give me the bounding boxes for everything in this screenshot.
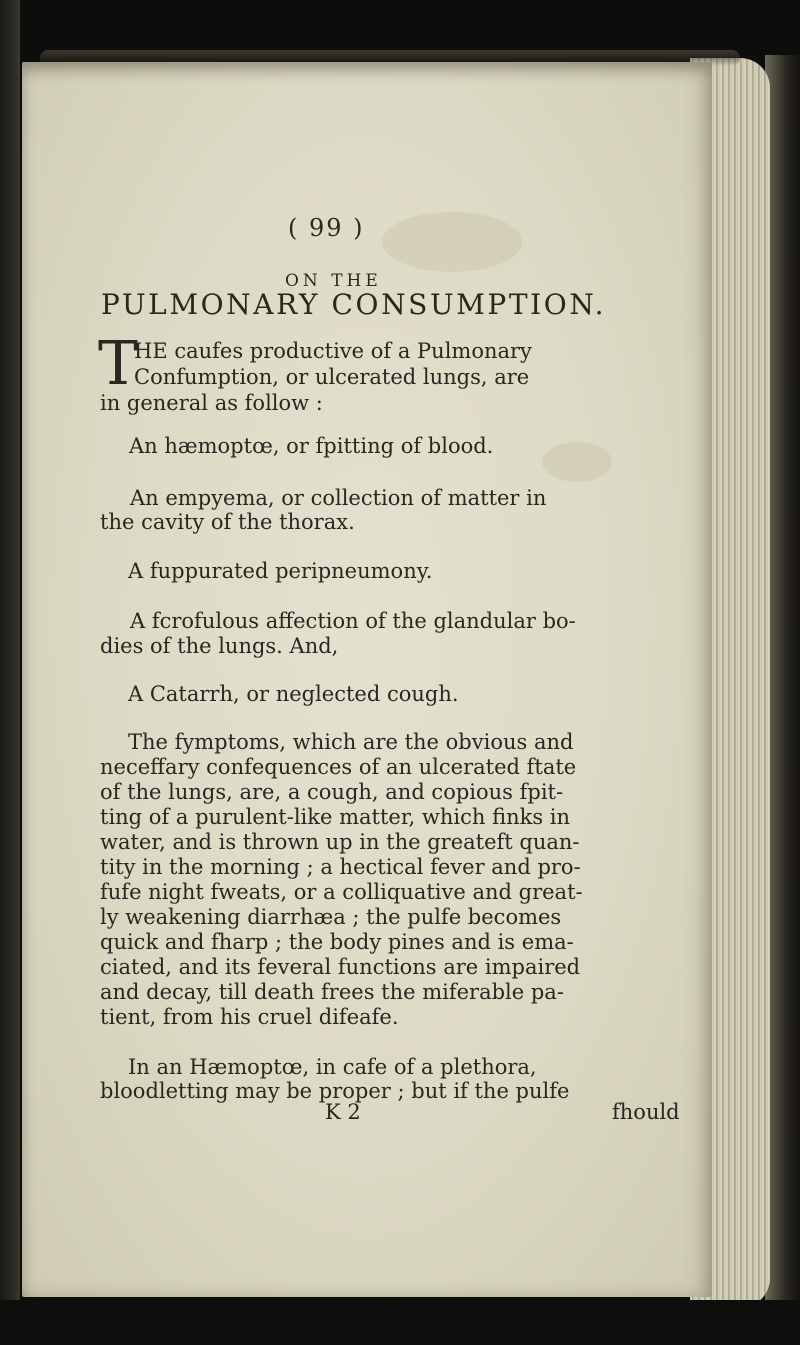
symptoms-line: fufe night fweats, or a colliquative and great- [100,880,583,904]
binding-shadow [765,55,800,1315]
cause-line: the cavity of the thorax. [100,510,355,534]
symptoms-line: tity in the morning ; a hectical fever and pro- [100,855,581,879]
foxing-stain [382,212,522,272]
symptoms-line: neceffary confequences of an ulcerated ftate [100,755,577,779]
chapter-title: PULMONARY CONSUMPTION. [101,288,607,321]
cause-line: An hæmoptœ, or fpitting of blood. [129,434,494,458]
symptoms-line: tient, from his cruel difeafe. [100,1005,399,1029]
symptoms-line: and decay, till death frees the miferable pa- [100,980,564,1004]
intro-line: Confumption, or ulcerated lungs, are [134,365,530,389]
intro-line: in general as follow : [100,391,323,415]
haemoptoe-line: In an Hæmoptœ, in cafe of a plethora, [128,1055,537,1079]
symptoms-line: ting of a purulent-like matter, which finks in [100,805,571,829]
signature-mark: K 2 [325,1100,361,1124]
haemoptoe-line: bloodletting may be proper ; but if the pulfe [100,1079,570,1103]
cause-line: A fcrofulous affection of the glandular bo- [130,609,576,633]
symptoms-line: of the lungs, are, a cough, and copious fpit- [100,780,564,804]
cause-line: A fuppurated peripneumony. [128,559,433,583]
title-kicker: ON THE [285,271,382,291]
symptoms-line: quick and fharp ; the body pines and is ema- [100,930,574,954]
symptoms-line: water, and is thrown up in the greateft quan- [100,830,580,854]
cause-line: An empyema, or collection of matter in [130,486,547,510]
background-bottom [0,1300,800,1345]
symptoms-line: ciated, and its feveral functions are impaired [100,955,581,979]
drop-cap: T [98,329,139,399]
cause-line: dies of the lungs. And, [100,634,339,658]
page-number: ( 99 ) [288,214,365,242]
book-page [22,62,712,1297]
book-cover-edge [0,0,20,1345]
symptoms-line: The fymptoms, which are the obvious and [128,730,574,754]
catchword: fhould [612,1100,680,1124]
symptoms-line: ly weakening diarrhæa ; the pulfe becomes [100,905,562,929]
intro-line: HE caufes productive of a Pulmonary [134,339,532,363]
cause-line: A Catarrh, or neglected cough. [128,682,459,706]
